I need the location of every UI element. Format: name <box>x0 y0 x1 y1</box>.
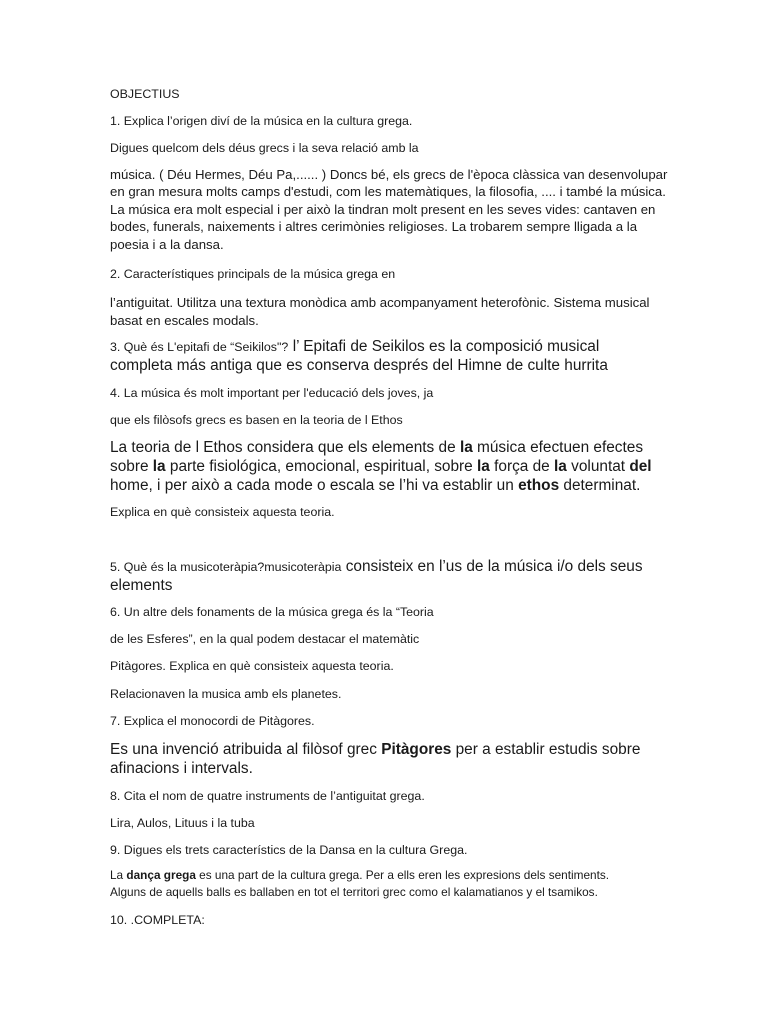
question-5 <box>110 557 643 577</box>
question-6: 6. Un altre dels fonaments de la música grega és la “Teoria <box>110 605 434 619</box>
answer-3-end: completa más antiga que es conserva després del Himne de culte hurrita <box>110 357 608 374</box>
answer-line: poesia i a la dansa. <box>110 236 224 252</box>
question-1-prompt: Digues quelcom dels déus grecs i la seva relació amb la <box>110 141 419 155</box>
question-3-text: 3. Què és L'epitafi de “Seikilos"? <box>110 340 289 354</box>
document-heading: OBJECTIUS <box>110 87 180 101</box>
answer-2-line: l’antiguitat. Utilitza una textura monòdica amb acompanyament heterofònic. Sistema musical <box>110 295 650 310</box>
question-1: 1. Explica l’origen diví de la música en la cultura grega. <box>110 114 413 128</box>
answer-1 <box>110 166 667 254</box>
answer-2-line: basat en escales modals. <box>110 313 259 328</box>
question-5-text: 5. Què és la musicoteràpia? <box>110 560 265 574</box>
answer-8: Lira, Aulos, Lituus i la tuba <box>110 816 255 830</box>
question-6-cont1: de les Esferes”, en la qual podem destacar el matemàtic <box>110 632 420 646</box>
question-9: 9. Digues els trets característics de la Dansa en la cultura Grega. <box>110 843 468 857</box>
answer-6: Relacionaven la musica amb els planetes. <box>110 687 342 701</box>
answer-line: La música era molt especial i per això la tindran molt present en les seves vides: cantaven en <box>110 201 656 217</box>
answer-line: en gran mesura molts camps d'estudi, com les matemàtiques, la filosofia, .... i també la música. <box>110 184 666 200</box>
answer-9-line2: Alguns de aquells balls es ballaben en tot el territori grec como el kalamatianos y el tsamikos. <box>110 885 598 899</box>
answer-4-line2: sobre la parte fisiológica, emocional, espiritual, sobre la força de la voluntat del <box>110 458 652 475</box>
answer-4-line3: home, i per això a cada mode o escala se l’hi va establir un ethos determinat. <box>110 477 641 494</box>
question-8: 8. Cita el nom de quatre instruments de l’antiguitat grega. <box>110 789 425 803</box>
answer-5-prefix: musicoteràpia <box>264 560 342 574</box>
answer-4-line1: La teoria de l Ethos considera que els elements de la música efectuen efectes <box>110 439 644 456</box>
question-10: 10. .COMPLETA: <box>110 913 205 927</box>
question-4-prompt: Explica en què consisteix aquesta teoria. <box>110 505 335 519</box>
question-3 <box>110 337 599 357</box>
answer-9-line1: La dança grega es una part de la cultura grega. Per a ells eren les expresions dels sentiments. <box>110 868 610 882</box>
question-2: 2. Característiques principals de la música grega en <box>110 267 396 281</box>
answer-7-line2: afinacions i intervals. <box>110 760 253 777</box>
answer-7-line1: Es una invenció atribuida al filòsof grec Pitàgores per a establir estudis sobre <box>110 741 641 758</box>
answer-line: música. ( Déu Hermes, Déu Pa,...... ) Doncs bé, els grecs de l'època clàssica van desenvolupar <box>110 167 668 182</box>
answer-5-cont: elements <box>110 577 173 594</box>
question-7: 7. Explica el monocordi de Pitàgores. <box>110 714 315 728</box>
answer-line: bodes, funerals, naixements i altres cerimònies religioses. La trobarem sempre lligada a la <box>110 219 638 235</box>
question-4: 4. La música és molt important per l'educació dels joves, ja <box>110 386 434 400</box>
answer-3-start: l’ Epitafi de Seikilos es la composició musical <box>292 338 600 355</box>
answer-5-text: consisteix en l’us de la música i/o dels seus <box>341 558 643 575</box>
question-4-cont: que els filòsofs grecs es basen en la teoria de l Ethos <box>110 413 403 427</box>
question-6-cont2: Pitàgores. Explica en què consisteix aquesta teoria. <box>110 659 394 673</box>
